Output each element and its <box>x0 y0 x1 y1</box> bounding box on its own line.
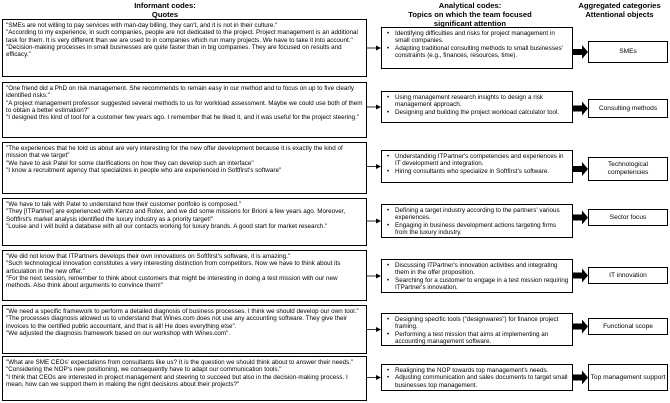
category-label: Functional scope <box>603 322 653 330</box>
topics-header <box>395 1 545 28</box>
quote-text: "I designed this kind of tool for a customer few years ago. I remember that he liked it, and it was useful for the project steering." <box>6 114 360 122</box>
topic-item: • Realigning the NOP towards top management's needs. <box>395 367 569 374</box>
category-label: Consulting methods <box>598 104 658 112</box>
quote-text: "We have to talk with Patel to understand how their customer portfolio is composed." <box>6 201 242 208</box>
category-label: IT innovation <box>609 271 647 279</box>
topic-box <box>381 91 573 123</box>
quote-text: "For the next session, remember to think about customers that might be interesting in doing a test mission with our new methods. Also think about arguments to convince them!" <box>6 274 338 290</box>
quote-text: "One friend did a PhD on risk management. She recommends to remain easy in our method and to focus on up to five clearly identified risks." <box>6 85 355 100</box>
topic-item: • Adjusting communication and sales documents to target small businesses top management. <box>395 374 569 389</box>
topic-box <box>381 313 573 346</box>
quote-text: "I know a recruitment agency that specializes in people who are experienced in Softfirst's software" <box>6 166 282 174</box>
arrow-topics-to-category <box>573 269 588 283</box>
arrow-topics-to-category <box>573 45 588 59</box>
arrow-topics-to-category <box>573 102 588 116</box>
quote-text: "SMEs are not willing to pay services with man-day billing, they can't, and it is not in their culture." <box>6 22 278 29</box>
arrow-topics-to-category <box>573 371 588 385</box>
topic-item: • Engaging in business development actions targeting firms from the luxury industry. <box>395 222 569 237</box>
quote-box <box>2 250 367 301</box>
topics-header-title: Analytical codes: <box>438 1 502 10</box>
topic-item: • Using management research insights to design a risk management approach. <box>395 94 569 109</box>
categories-header <box>570 1 669 19</box>
topic-item: • Understanding ITPartner's competencies and experiences in IT development and integration. <box>395 153 569 168</box>
quote-box <box>2 19 367 77</box>
topic-box <box>381 259 573 293</box>
quote-box <box>2 305 367 354</box>
quote-text: "The processes diagnosis allowed us to understand that Wines.com does not use any accounting software. They give their invoices to the certified public accountant, and that is all! He does everything else". <box>6 315 347 330</box>
quote-text: "According to my experience, in such companies, people are not dedicated to the project. Project management is an additional task for them. It is very different than we are used to in companies which run many projects. We have to take it into account." <box>6 29 358 44</box>
quote-text: "We adjusted the diagnosis framework based on our workshop with Wines.com". <box>6 329 231 337</box>
categories-header-title: Aggregated categories <box>578 1 661 10</box>
quote-text: "We need a specific framework to perform a detailed diagnosis of business processes. I think we should develop our own tool." <box>6 308 359 315</box>
quote-text: "I think that CEOs are interested in project management and steering to succeed but also in the decision-making process. I mean, how can we support them in making the right decisions about their projects?" <box>6 373 348 388</box>
categories-header-subtitle: Attentional objects <box>585 10 654 19</box>
quote-text: "The experiences that he told us about are very interesting for the new offer development because it is exactly the kind of mission that we target" <box>6 145 343 160</box>
quotes-header <box>40 1 290 19</box>
quote-text: "They [ITPartner] are experienced with Kenzo and Rolex, and we did some missions for Brioni a few years ago. Moreover, Softfirst's market analysis identified the luxury industry as a priority target!" <box>6 208 346 223</box>
category-box <box>588 99 668 118</box>
topic-item: • Designing and building the project workload calculator tool. <box>395 109 569 116</box>
quote-text: "We did not know that ITPartners develops their own innovations on Softfirst's software, it is amazing." <box>6 253 291 260</box>
category-label: Technological competencies <box>607 161 649 176</box>
quotes-header-title: Informant codes: <box>134 1 196 10</box>
topic-item: • Searching for a customer to engage in a test mission requiring ITPartner's innovation. <box>395 277 569 292</box>
topic-item: • Hiring consultants who specialize in Softfirst's software. <box>395 168 569 175</box>
quotes-header-subtitle: Quotes <box>151 10 179 19</box>
quote-box <box>2 142 367 194</box>
topic-box <box>381 150 573 183</box>
quote-text: "Such technological innovation constitutes a very interesting distinction from competitors. Now we have to think about its articulation in the new offer." <box>6 260 341 275</box>
topic-item: • Identifying difficulties and risks for project management in small companies. <box>395 30 569 45</box>
quote-text: "Considering the NOP's new positioning, we consequently have to adapt our communication tools." <box>6 366 282 374</box>
quote-text: "A project management professor suggested several methods to us for workload assessment. Maybe we could use both of them to obtain a better estimation?" <box>6 99 363 114</box>
category-label: Sector focus <box>609 213 647 221</box>
quote-text: "Decision-making processes in small businesses are quite faster than in big companies. They are focused on results and efficacy." <box>6 43 342 59</box>
quote-box <box>2 82 367 138</box>
category-label: Top management support <box>590 373 666 381</box>
category-box <box>588 209 668 226</box>
topic-item: • Adapting traditional consulting methods to small businesses' constraints (e.g., finances, resources, time). <box>395 45 569 60</box>
topic-box <box>381 27 573 69</box>
arrow-topics-to-category <box>573 320 588 334</box>
topic-box <box>381 204 573 238</box>
category-box <box>588 318 668 335</box>
quote-text: "Louise and I will build a database with all our contacts working for luxury brands. A good start for market research." <box>6 222 328 230</box>
category-box <box>588 41 668 63</box>
category-label: SMEs <box>619 48 637 56</box>
arrow-topics-to-category <box>573 211 588 225</box>
topic-item: • Performing a test mission that aims at implementing an accounting management software. <box>395 331 569 346</box>
quote-box <box>2 356 367 401</box>
category-box <box>588 267 668 284</box>
quote-text: "We have to ask Patel for some clarifications on how they can develop such an interface" <box>6 159 254 167</box>
category-box <box>588 157 668 181</box>
topic-box <box>381 364 573 391</box>
topic-item: • Discussing ITPartner's innovation activities and integrating them in the offer proposition. <box>395 262 569 277</box>
arrow-topics-to-category <box>573 162 588 176</box>
category-box <box>588 364 668 391</box>
quote-text: "What are SME CEOs' expectations from consultants like us? It is the question we should think about to answer their needs." <box>6 359 354 366</box>
topic-item: • Defining a target industry according to the partners' various experiences. <box>395 207 569 222</box>
topics-header-subtitle: Topics on which the team focused significant attention <box>408 10 532 28</box>
topic-item: • Designing specific tools ("designwares") for finance project framing. <box>395 316 569 331</box>
quote-box <box>2 198 367 246</box>
